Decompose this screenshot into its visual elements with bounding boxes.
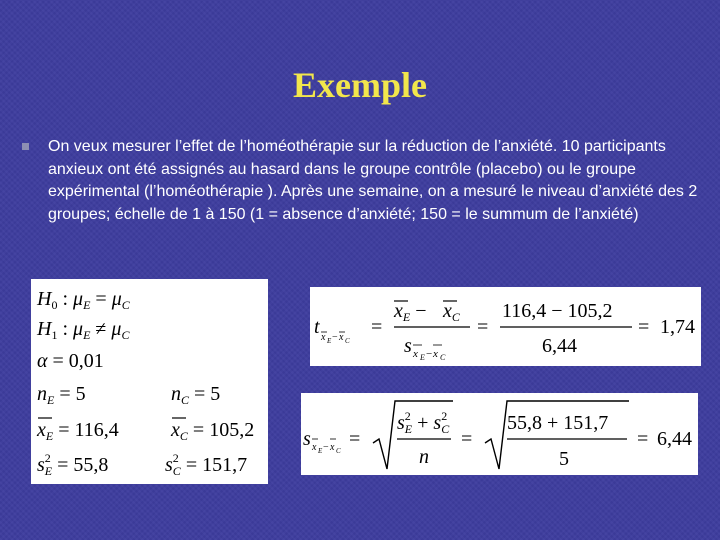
svg-text:−: − — [426, 348, 433, 360]
svg-text:E: E — [318, 447, 323, 455]
svg-text:xC: $x_C$ — [443, 300, 460, 324]
hypotheses-box — [31, 279, 268, 484]
svg-text:t: t — [314, 316, 320, 338]
s-result: 6,44 — [657, 428, 692, 450]
svg-text:H1 : μE ≠ μC: $H_1$ : $\mu_E \ne \mu_C$ — [37, 318, 130, 342]
var-c-value: 151,7 — [202, 454, 248, 476]
t-numerator: 116,4 − 105,2 — [502, 300, 613, 322]
s-formula-box — [301, 393, 698, 475]
t-denominator: 6,44 — [542, 335, 577, 357]
bullet-text: On veux mesurer l’effet de l’homéothérapie sur la réduction de l’anxiété. 10 participants anxieux ont été assignés au hasard dans le groupe contrôle (placebo) ou le groupe expérimental (l’homéothérapie ). Après une semaine, on a mesuré le niveau d’anxiété des 2 groupes; échelle de 1 à 150 (1 = absence d’anxiété; 150 = le summum de l’anxiété) — [48, 138, 698, 223]
svg-text:C: C — [336, 447, 341, 455]
svg-text:x: x — [330, 442, 335, 453]
svg-text:=: = — [461, 428, 473, 450]
t-result: 1,74 — [660, 316, 695, 338]
svg-text:xE = 116,4: $x_E = 116,4$ — [37, 419, 119, 443]
svg-text:=: = — [638, 316, 650, 338]
svg-text:=: = — [477, 316, 489, 338]
alpha-value: 0,01 — [68, 350, 104, 372]
svg-text:E: E — [327, 337, 332, 345]
svg-text:C: C — [345, 337, 350, 345]
s-numerator: 55,8 + 151,7 — [507, 412, 609, 434]
mean-e-value: 116,4 — [74, 419, 119, 441]
svg-text:=: = — [637, 428, 649, 450]
svg-text:α = 0,01: α = 0,01 — [37, 350, 104, 372]
svg-text:x: x — [413, 348, 418, 360]
svg-text:−: − — [332, 332, 338, 343]
svg-text:x: x — [339, 332, 344, 343]
svg-text:s: s — [303, 428, 311, 450]
svg-text:nC = 5: $n_C = 5$ — [171, 383, 221, 407]
svg-text:x: x — [433, 348, 438, 360]
s-denominator: 5 — [559, 448, 569, 470]
slide-title: Exemple — [293, 65, 427, 105]
svg-text:x: x — [321, 332, 326, 343]
svg-text:xC = 105,2: $x_C = 105,2$ — [171, 419, 255, 443]
svg-text:s2E + s2C: $s^2$ $E + s^2$ C — [397, 409, 450, 436]
svg-text:s2C = 151,7: $s^2$ C = 151,7 — [165, 451, 248, 478]
square-bullet-icon — [22, 143, 29, 150]
s-den-n: n — [419, 446, 429, 468]
svg-text:−: − — [323, 442, 329, 453]
svg-text:C: C — [440, 353, 446, 362]
svg-text:=: = — [371, 316, 383, 338]
n-c-value: 5 — [210, 383, 221, 405]
mean-c-value: 105,2 — [209, 419, 255, 441]
svg-text:x: x — [312, 442, 317, 453]
svg-text:s2E = 55,8: $s^2$ E = 55,8 — [37, 451, 109, 478]
svg-text:=: = — [349, 428, 361, 450]
svg-text:s: s — [404, 335, 412, 357]
var-e-value: 55,8 — [73, 454, 109, 476]
n-e-value: 5 — [75, 383, 86, 405]
svg-text:E: E — [420, 353, 425, 362]
svg-text:xE −: $x_E$ − — [394, 300, 427, 324]
svg-text:nE = 5: $n_E = 5$ — [37, 383, 86, 407]
t-formula-box — [310, 287, 701, 366]
svg-text:H0 : μE = μC: $H_0$ : $\mu_E = \mu_C$ — [37, 288, 130, 312]
